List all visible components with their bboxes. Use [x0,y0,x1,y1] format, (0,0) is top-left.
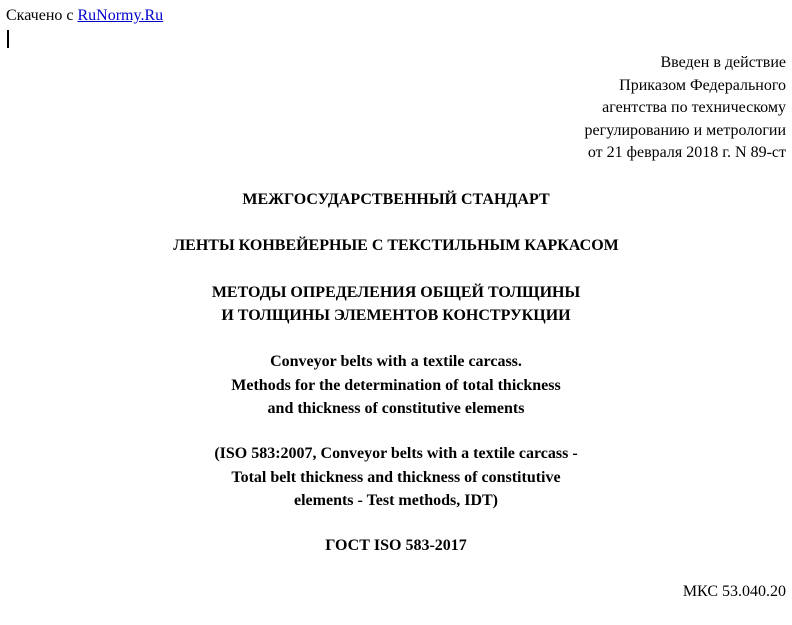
downloaded-from-label: Скачено с [6,7,78,24]
runormy-link[interactable]: RuNormy.Ru [77,7,164,24]
standard-designation [0,535,792,557]
methods-title-russian [0,281,792,327]
title-russian [0,235,792,257]
iso-reference [0,442,792,513]
title-russian-text: ЛЕНТЫ КОНВЕЙЕРНЫЕ С ТЕКСТИЛЬНЫМ КАРКАСОМ [173,237,619,254]
downloaded-from-line [6,6,163,26]
title-english [0,350,792,421]
title-english-line: Methods for the determination of total thickness [231,376,561,394]
enacted-notice [585,52,786,165]
iso-reference-line: (ISO 583:2007, Conveyor belts with a textile carcass - [214,445,578,462]
enacted-line: Приказом Федерального [619,76,786,94]
iso-reference-line: elements - Test methods, IDT) [294,492,498,509]
methods-title-line: И ТОЛЩИНЫ ЭЛЕМЕНТОВ КОНСТРУКЦИИ [221,307,571,324]
standard-designation-text: ГОСТ ISO 583-2017 [325,537,467,554]
enacted-line: Введен в действие [660,54,786,71]
classification-code: МКС 53.040.20 [682,583,786,600]
title-english-line: and thickness of constitutive elements [267,400,525,417]
title-english-line: Conveyor belts with a textile carcass. [270,353,522,370]
enacted-line: регулированию и метрологии [584,121,786,139]
standard-type-text: МЕЖГОСУДАРСТВЕННЫЙ СТАНДАРТ [242,191,550,208]
text-cursor [7,30,9,48]
standard-type-heading [0,189,792,211]
enacted-line: от 21 февраля 2018 г. N 89-ст [587,144,786,161]
methods-title-line: МЕТОДЫ ОПРЕДЕЛЕНИЯ ОБЩЕЙ ТОЛЩИНЫ [211,284,581,301]
enacted-line: агентства по техническому [602,99,786,116]
iso-reference-line: Total belt thickness and thickness of constitutive [231,468,561,486]
